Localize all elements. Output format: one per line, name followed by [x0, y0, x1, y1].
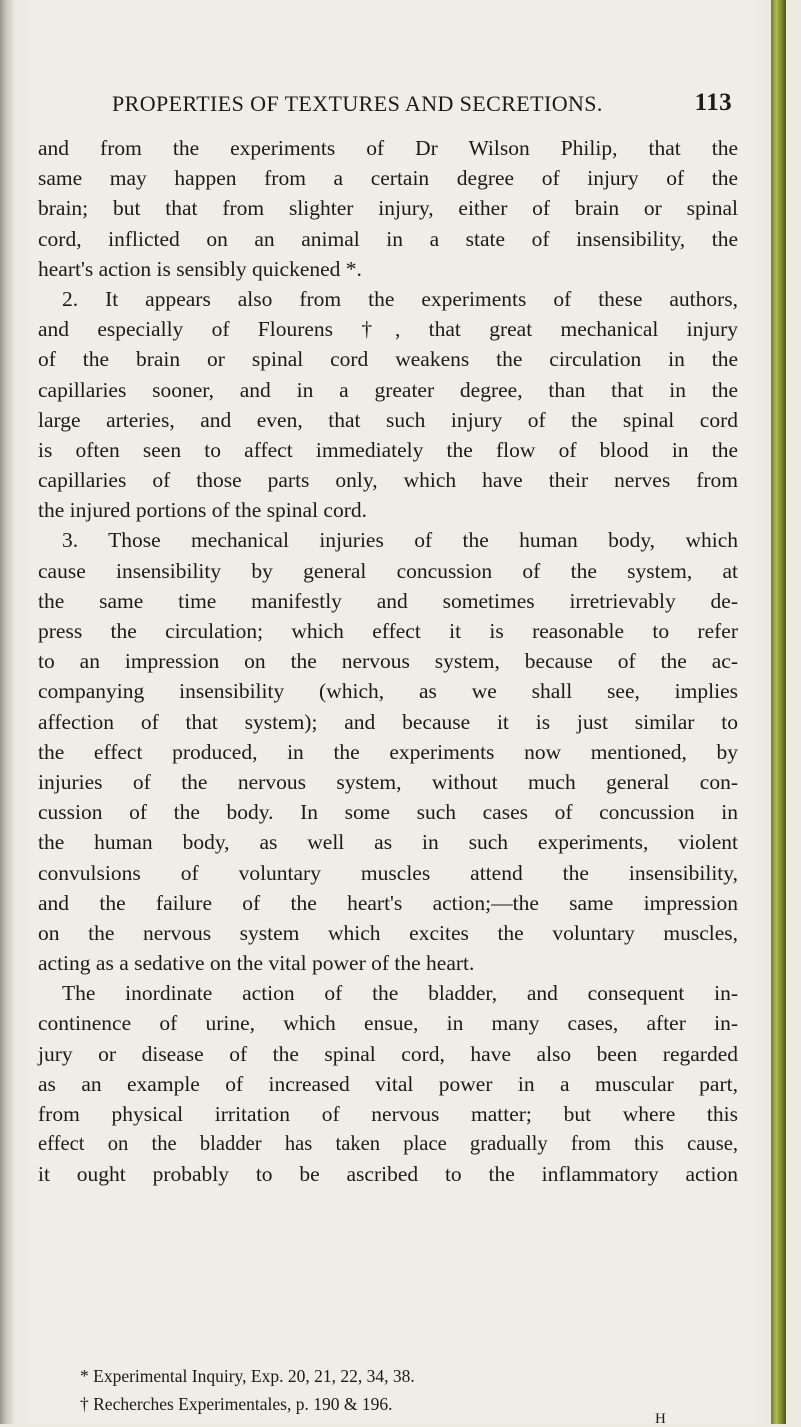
signature-mark: H: [655, 1411, 666, 1427]
text-line: it ought probably to be ascribed to the inflammatory action: [38, 1162, 738, 1187]
text-line: capillaries sooner, and in a greater degree, than that in the: [38, 377, 738, 402]
text-line: as an example of increased vital power in a muscular part,: [38, 1071, 738, 1096]
text-line: same may happen from a certain degree of injury of the: [38, 166, 738, 191]
body-text: [38, 133, 738, 1190]
text-line: cussion of the body. In some such cases of concussion in: [38, 800, 738, 825]
text-line: press the circulation; which effect it is reasonable to refer: [38, 619, 738, 643]
text-line: heart's action is sensibly quickened *.: [38, 256, 362, 281]
text-line: jury or disease of the spinal cord, have also been regarded: [38, 1041, 738, 1066]
text-line: the effect produced, in the experiments now mentioned, by: [38, 739, 738, 764]
page-number: 113: [694, 89, 732, 116]
footnotes: [80, 1362, 740, 1418]
text-line: and especially of Flourens †, that great mechanical injury: [38, 317, 738, 342]
footnote: † Recherches Experimentales, p. 190 & 196.: [80, 1394, 393, 1414]
text-line: large arteries, and even, that such injury of the spinal cord: [38, 407, 738, 432]
text-line: cord, inflicted on an animal in a state of insensibility, the: [38, 226, 738, 251]
page-gutter-shadow: [0, 0, 14, 1424]
text-line: the same time manifestly and sometimes irretrievably de-: [38, 588, 738, 613]
text-line: is often seen to affect immediately the flow of blood in the: [38, 437, 738, 462]
text-line: and from the experiments of Dr Wilson Philip, that the: [38, 136, 738, 160]
text-line: the injured portions of the spinal cord.: [38, 498, 367, 523]
text-line: convulsions of voluntary muscles attend the insensibility,: [38, 860, 738, 885]
running-title: PROPERTIES OF TEXTURES AND SECRETIONS.: [112, 91, 603, 116]
running-header: [112, 91, 732, 121]
text-line: on the nervous system which excites the voluntary muscles,: [38, 920, 738, 945]
text-line: continence of urine, which ensue, in many cases, after in-: [38, 1011, 738, 1036]
text-line: cause insensibility by general concussion of the system, at: [38, 558, 738, 583]
text-line: capillaries of those parts only, which have their nerves from: [38, 468, 738, 493]
text-line: from physical irritation of nervous matter; but where this: [38, 1102, 738, 1126]
text-line: companying insensibility (which, as we shall see, implies: [38, 679, 738, 704]
text-line: affection of that system); and because it is just similar to: [38, 709, 738, 734]
footnote: * Experimental Inquiry, Exp. 20, 21, 22, 34, 38.: [80, 1366, 415, 1386]
text-line: 3. Those mechanical injuries of the human body, which: [62, 528, 738, 553]
text-line: the human body, as well as in such experiments, violent: [38, 830, 738, 855]
text-line: 2. It appears also from the experiments of these authors,: [62, 286, 738, 311]
text-line: The inordinate action of the bladder, and consequent in-: [62, 981, 738, 1006]
text-line: of the brain or spinal cord weakens the circulation in the: [38, 347, 738, 372]
text-line: effect on the bladder has taken place gradually from this cause,: [38, 1133, 738, 1156]
book-cover-edge: [771, 0, 786, 1424]
text-line: acting as a sedative on the vital power of the heart.: [38, 951, 475, 976]
text-line: injuries of the nervous system, without much general con-: [38, 769, 738, 794]
text-line: brain; but that from slighter injury, either of brain or spinal: [38, 196, 738, 221]
text-line: and the failure of the heart's action;—the same impression: [38, 890, 738, 915]
text-line: to an impression on the nervous system, because of the ac-: [38, 649, 738, 674]
